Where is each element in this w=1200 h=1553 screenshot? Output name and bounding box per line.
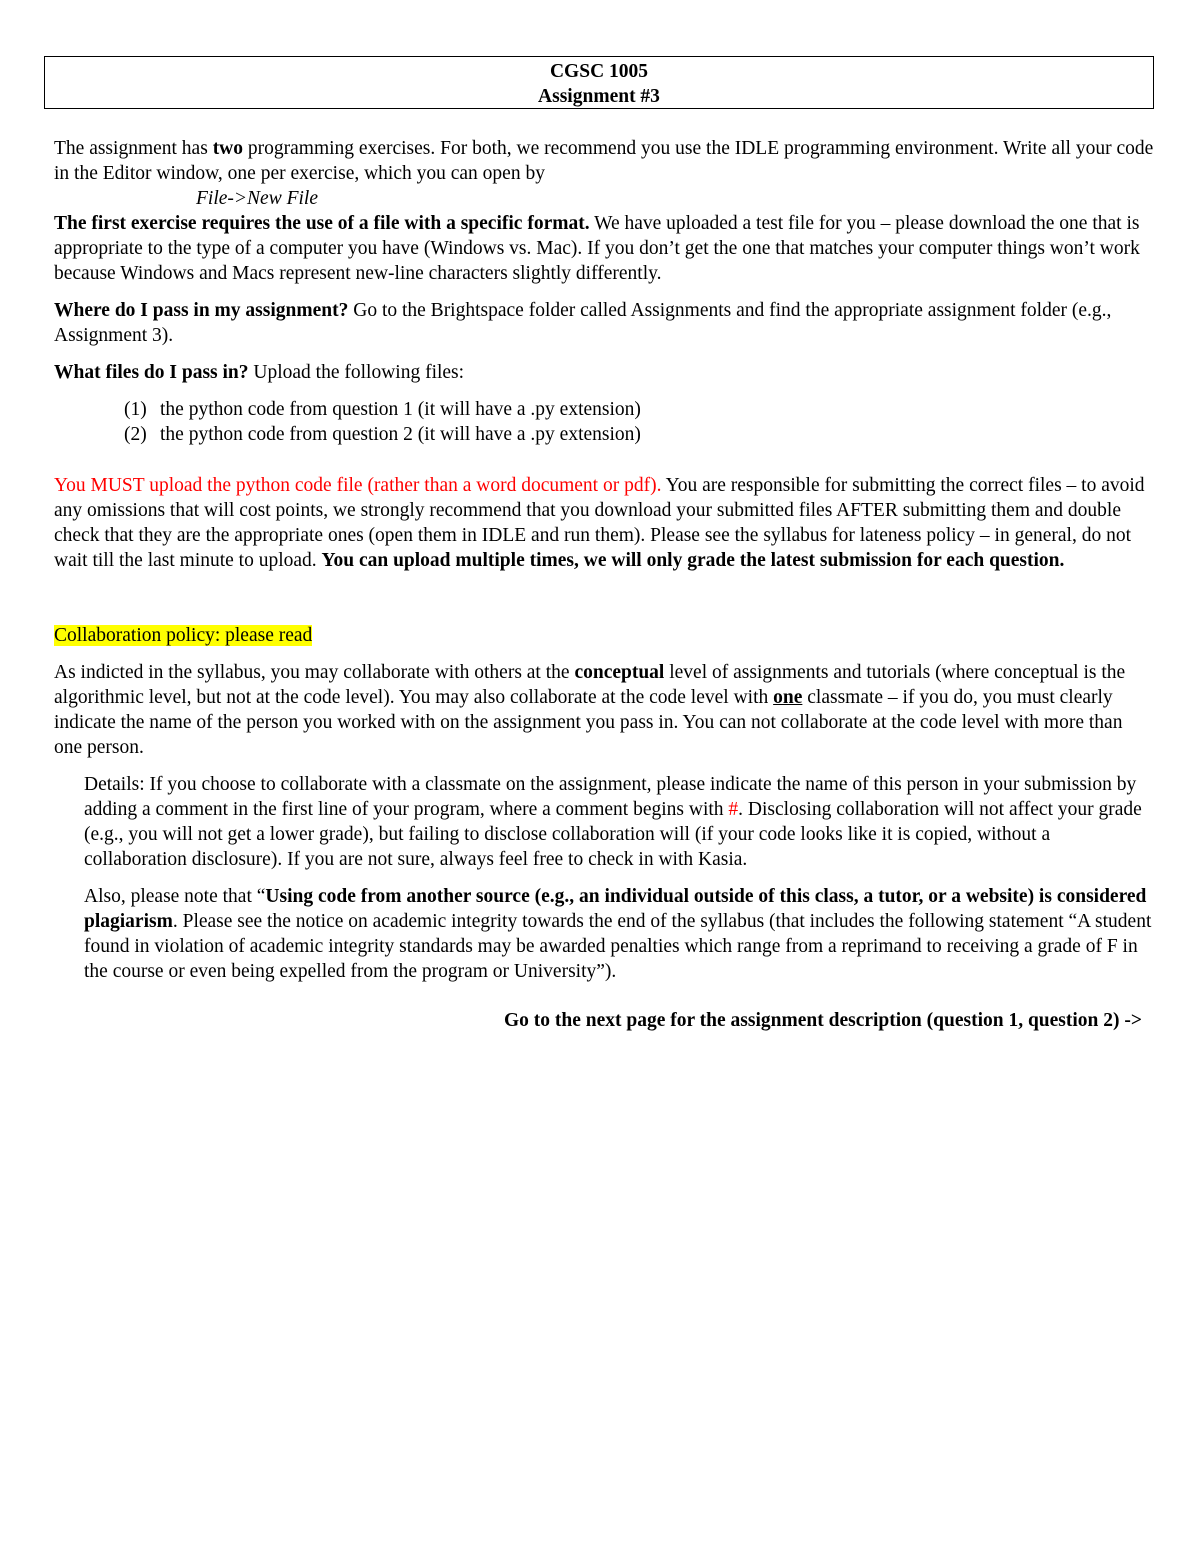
where-answer: Go to the Brightspace folder called Assignments and find the appropriate assignment folder (e.g., Assignment 3). bbox=[54, 300, 1112, 346]
menu-path: File->New File bbox=[196, 188, 318, 209]
details-text-b: . Disclosing collaboration will not affect your grade (e.g., you will not get a lower grade), but failing to disclose collaboration will (if your code looks like it is copied, without a collaboration disclosure). If you are not sure, always feel free to check in with Kasia. bbox=[84, 799, 1142, 870]
details-text-a: Details: If you choose to collaborate with a classmate on the assignment, please indicate the name of this person in your submission by adding a comment in the first line of your program, where a comment begins with bbox=[84, 774, 1137, 820]
plagiarism-text-a: Also, please note that “ bbox=[84, 886, 266, 907]
plagiarism-paragraph bbox=[54, 884, 1154, 984]
intro-bold-two: two bbox=[212, 138, 244, 159]
course-code: CGSC 1005 bbox=[549, 61, 649, 82]
files-list bbox=[54, 397, 1154, 447]
title-box bbox=[44, 56, 1154, 109]
where-question: Where do I pass in my assignment? bbox=[54, 300, 349, 321]
intro-text-b: programming exercises. For both, we recommend you use the IDLE programming environment. Write all your code in the Editor window, one per exercise, which you can open by bbox=[54, 138, 1154, 184]
list-item-number: (2) bbox=[124, 424, 147, 445]
must-upload-paragraph bbox=[54, 473, 1154, 573]
first-exercise-text: We have uploaded a test file for you – please download the one that is appropriate to the type of a computer you have (Windows vs. Mac). If you don’t get the one that matches your computer things won’t work because Windows and Macs represent new-line characters slightly differently. bbox=[54, 213, 1140, 284]
first-exercise-paragraph bbox=[54, 211, 1154, 286]
what-answer: Upload the following files: bbox=[248, 362, 465, 383]
first-exercise-bold: The first exercise requires the use of a file with a specific format. bbox=[54, 213, 590, 234]
assignment-title: Assignment #3 bbox=[538, 86, 660, 107]
details-paragraph bbox=[54, 772, 1154, 872]
list-item bbox=[54, 422, 1154, 447]
comment-hash: # bbox=[728, 799, 739, 820]
collab-text-b: level of assignments and tutorials (where conceptual is the algorithmic level, but not at the code level). You may also collaborate at the code level with bbox=[54, 662, 1126, 708]
collab-text-c: classmate – if you do, you must clearly indicate the name of the person you worked with on the assignment you pass in. You can not collaborate at the code level with more than one person. bbox=[54, 687, 1123, 758]
document-body bbox=[54, 136, 1154, 1033]
multiple-upload-note: You can upload multiple times, we will only grade the latest submission for each question. bbox=[321, 550, 1065, 571]
what-question: What files do I pass in? bbox=[54, 362, 249, 383]
what-paragraph bbox=[54, 360, 1154, 385]
collaboration-paragraph bbox=[54, 660, 1154, 760]
collab-bold-conceptual: conceptual bbox=[574, 662, 665, 683]
intro-paragraph bbox=[54, 136, 1154, 186]
must-upload-warning: You MUST upload the python code file (rather than a word document or pdf). bbox=[54, 475, 662, 496]
plagiarism-text-b: . Please see the notice on academic integrity towards the end of the syllabus (that includes the following statement “A student found in violation of academic integrity standards may be awarded penalties which range from a reprimand to receiving a grade of F in the course or even being expelled from the program or University”). bbox=[84, 911, 1152, 982]
where-paragraph bbox=[54, 298, 1154, 348]
list-item-text: the python code from question 2 (it will have a .py extension) bbox=[160, 424, 641, 445]
list-item-number: (1) bbox=[124, 399, 147, 420]
plagiarism-bold: Using code from another source (e.g., an individual outside of this class, a tutor, or a website) is considered plagiarism bbox=[84, 886, 1147, 932]
collaboration-heading bbox=[54, 623, 1154, 648]
must-upload-text: You are responsible for submitting the correct files – to avoid any omissions that will cost points, we strongly recommend that you download your submitted files AFTER submitting them and double check that they are the appropriate ones (open them in IDLE and run them). Please see the syllabus for lateness policy – in general, do not wait till the last minute to upload. bbox=[54, 475, 1145, 571]
list-item-text: the python code from question 1 (it will have a .py extension) bbox=[160, 399, 641, 420]
collab-text-a: As indicted in the syllabus, you may collaborate with others at the bbox=[54, 662, 575, 683]
collab-underline-one: one bbox=[773, 687, 803, 708]
intro-text-a: The assignment has bbox=[54, 138, 213, 159]
list-item bbox=[54, 397, 1154, 422]
collaboration-heading-text: Collaboration policy: please read bbox=[54, 625, 313, 646]
next-page-note: Go to the next page for the assignment description (question 1, question 2) -> bbox=[503, 1010, 1142, 1031]
